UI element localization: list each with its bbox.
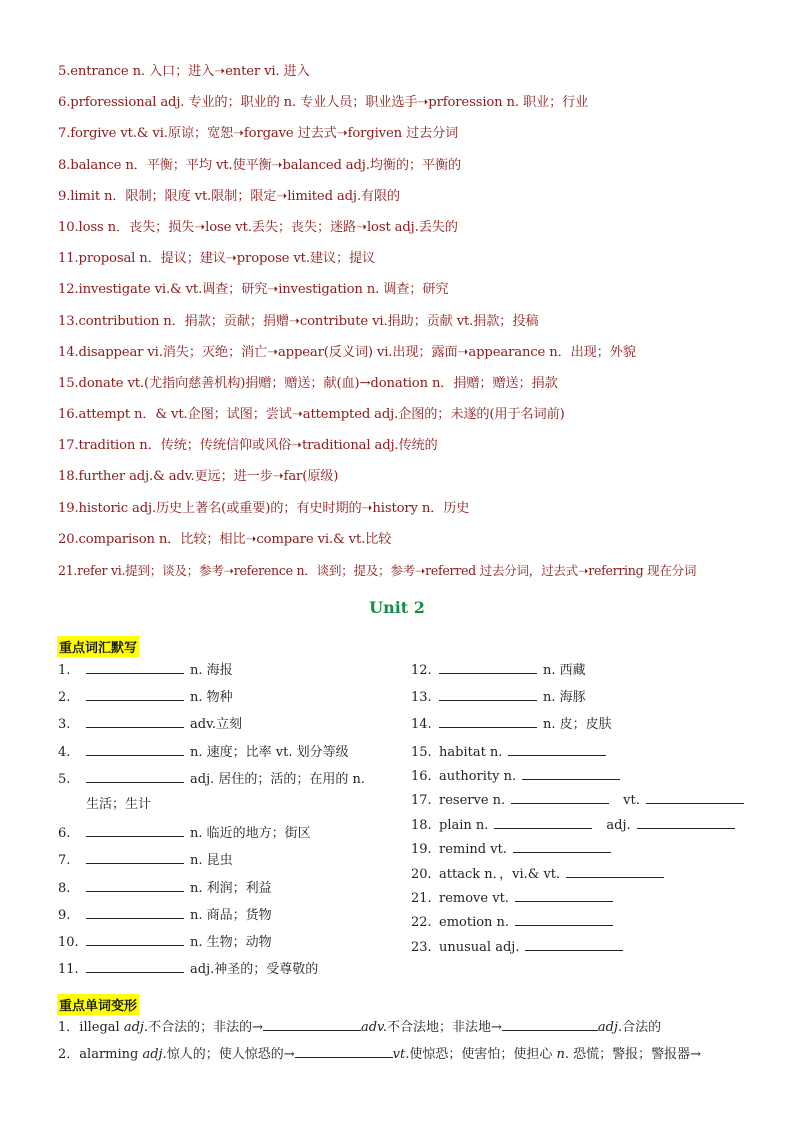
item-hint: n. 生物；动物 bbox=[190, 934, 272, 950]
answer-blank[interactable] bbox=[86, 741, 184, 756]
item-number: 3. bbox=[58, 717, 71, 733]
vocab-line: 8.balance n．平衡；平均 vt.使平衡➝balanced adj.均衡的；平衡的 bbox=[58, 157, 462, 173]
item-number: 15. bbox=[411, 744, 432, 760]
form-pos: adv. bbox=[360, 1020, 387, 1035]
answer-blank[interactable] bbox=[511, 789, 609, 804]
dictation-item bbox=[58, 822, 388, 849]
answer-blank[interactable] bbox=[439, 713, 537, 728]
item-hint: n. 海报 bbox=[190, 663, 233, 678]
item-word: plain n. bbox=[439, 817, 489, 833]
dictation-left-column bbox=[58, 659, 388, 985]
form-number: 2． bbox=[58, 1047, 80, 1062]
vocab-line: 21.refer vi.提到；谈及；参考➝reference n．谈到；提及；参考➝referred 过去分词，过去式➝referring 现在分词 bbox=[58, 563, 697, 578]
unit-title: Unit 2 bbox=[369, 598, 425, 617]
answer-blank[interactable] bbox=[646, 789, 744, 804]
vocab-line: 5.entrance n. 入口；进入➝enter vi. 进入 bbox=[58, 64, 310, 79]
form-pos: adj. bbox=[123, 1020, 149, 1035]
vocab-line: 18.further adj.& adv.更远；进一步➝far(原级) bbox=[58, 469, 339, 485]
unit1-vocab-list bbox=[58, 60, 758, 590]
answer-blank[interactable] bbox=[86, 877, 184, 892]
vocab-line: 14.disappear vi.消失；灭绝；消亡➝appear(反义词) vi.出现；露面➝appearance n．出现；外貌 bbox=[58, 344, 636, 360]
word-forms-section bbox=[58, 1016, 758, 1070]
item-number: 23. bbox=[411, 939, 432, 955]
item-number: 9. bbox=[58, 907, 71, 923]
dictation-item bbox=[58, 904, 388, 931]
answer-blank[interactable] bbox=[86, 931, 184, 946]
dictation-item bbox=[58, 686, 388, 713]
form-number: 1． bbox=[58, 1020, 80, 1035]
form-text: 使惊恐；使害怕；使担心 bbox=[409, 1047, 557, 1062]
item-word: authority n. bbox=[439, 768, 517, 784]
item-number: 2. bbox=[58, 690, 71, 706]
dictation-item bbox=[58, 931, 388, 958]
item-number: 12. bbox=[411, 663, 432, 678]
dictation-item bbox=[58, 958, 388, 985]
item-word: remove vt. bbox=[439, 890, 509, 906]
answer-blank[interactable] bbox=[439, 686, 537, 701]
dictation-item bbox=[411, 887, 751, 911]
dictation-item bbox=[58, 741, 388, 768]
item-number: 11. bbox=[58, 962, 79, 978]
dictation-item bbox=[58, 659, 388, 686]
dictation-item bbox=[411, 863, 751, 887]
dictation-item bbox=[411, 686, 751, 713]
item-hint: n. 临近的地方；街区 bbox=[190, 826, 311, 842]
vocab-line: 15.donate vt.(尤指向慈善机构)捐赠；赠送；献(血)→donation n．捐赠；赠送；捐款 bbox=[58, 375, 558, 391]
item-extra-pos: adj. bbox=[606, 817, 631, 833]
answer-blank[interactable] bbox=[515, 911, 613, 926]
form-pos: adj. bbox=[597, 1020, 623, 1035]
answer-blank[interactable] bbox=[525, 936, 623, 951]
answer-blank[interactable] bbox=[86, 958, 184, 973]
item-number: 4. bbox=[58, 744, 71, 760]
vocab-line: 11.proposal n．提议；建议➝propose vt.建议；提议 bbox=[58, 251, 376, 267]
item-number: 7. bbox=[58, 853, 71, 869]
section-tag-word-forms: 重点单词变形 bbox=[57, 994, 139, 1015]
form-text: 恐慌；警报；警报器→ bbox=[569, 1047, 702, 1062]
dictation-item bbox=[58, 877, 388, 904]
item-number: 18. bbox=[411, 817, 432, 833]
form-pos: adj. bbox=[142, 1047, 167, 1062]
vocab-line: 12.investigate vi.& vt.调查；研究➝investigation n. 调查；研究 bbox=[58, 282, 449, 298]
answer-blank[interactable] bbox=[439, 659, 537, 674]
answer-blank[interactable] bbox=[263, 1016, 361, 1031]
item-number: 13. bbox=[411, 690, 432, 706]
item-number: 10. bbox=[58, 934, 79, 950]
item-hint: adj. 居住的；活的；在用的 n. bbox=[190, 771, 366, 787]
answer-blank[interactable] bbox=[515, 887, 613, 902]
word-form-line bbox=[58, 1043, 758, 1070]
dictation-item bbox=[411, 789, 751, 813]
answer-blank[interactable] bbox=[522, 765, 620, 780]
dictation-item bbox=[58, 768, 388, 795]
form-word: illegal bbox=[79, 1020, 120, 1035]
item-hint: n. 西藏 bbox=[543, 663, 586, 678]
answer-blank[interactable] bbox=[86, 904, 184, 919]
item-word: reserve n. bbox=[439, 793, 506, 809]
form-text: 不合法的；非法的→ bbox=[148, 1020, 263, 1035]
answer-blank[interactable] bbox=[86, 849, 184, 864]
answer-blank[interactable] bbox=[513, 838, 611, 853]
answer-blank[interactable] bbox=[494, 814, 592, 829]
vocab-line: 16.attempt n．& vt.企图；试图；尝试➝attempted adj.企图的；未遂的(用于名词前) bbox=[58, 407, 565, 423]
answer-blank[interactable] bbox=[295, 1043, 393, 1058]
vocab-line: 6.prforessional adj. 专业的；职业的 n. 专业人员；职业选手➝prforession n. 职业；行业 bbox=[58, 95, 589, 111]
section-tag-vocab-dictation: 重点词汇默写 bbox=[57, 636, 139, 657]
dictation-item bbox=[58, 849, 388, 876]
dictation-item bbox=[411, 936, 751, 960]
item-number: 8. bbox=[58, 880, 71, 896]
form-text: 惊人的；使人惊恐的→ bbox=[166, 1047, 295, 1062]
item-word: unusual adj. bbox=[439, 939, 520, 955]
dictation-right-column bbox=[411, 659, 751, 960]
item-word: emotion n. bbox=[439, 915, 510, 931]
item-number: 17. bbox=[411, 793, 432, 809]
dictation-item bbox=[58, 713, 388, 740]
dictation-item bbox=[411, 765, 751, 789]
answer-blank[interactable] bbox=[86, 768, 184, 783]
item-hint: n. 利润；利益 bbox=[190, 880, 272, 896]
answer-blank[interactable] bbox=[86, 659, 184, 674]
form-pos: vt. bbox=[392, 1047, 410, 1062]
answer-blank[interactable] bbox=[86, 713, 184, 728]
answer-blank[interactable] bbox=[508, 741, 606, 756]
item-hint: n. 昆虫 bbox=[190, 853, 233, 869]
item-number: 16. bbox=[411, 768, 432, 784]
item-number: 19. bbox=[411, 842, 432, 858]
item-hint: adv.立刻 bbox=[190, 717, 243, 733]
item-hint: adj.神圣的；受尊敬的 bbox=[190, 962, 319, 978]
item-word: habitat n. bbox=[439, 744, 503, 760]
form-text: 不合法地；非法地→ bbox=[387, 1020, 502, 1035]
item-hint: n. 海豚 bbox=[543, 690, 586, 706]
item-word: remind vt. bbox=[439, 842, 507, 858]
form-text: 合法的 bbox=[622, 1020, 662, 1035]
item-hint: n. 物种 bbox=[190, 690, 233, 706]
vocab-line: 9.limit n．限制；限度 vt.限制；限定➝limited adj.有限的 bbox=[58, 188, 401, 204]
answer-blank[interactable] bbox=[637, 814, 735, 829]
vocab-line: 7.forgive vt.& vi.原谅；宽恕➝forgave 过去式➝forgiven 过去分词 bbox=[58, 126, 459, 142]
item-number: 5. bbox=[58, 771, 71, 787]
word-form-line bbox=[58, 1016, 758, 1043]
answer-blank[interactable] bbox=[566, 863, 664, 878]
vocab-line: 19.historic adj.历史上著名(或重要)的；有史时期的➝history n．历史 bbox=[58, 500, 470, 516]
answer-blank[interactable] bbox=[86, 686, 184, 701]
item-number: 21. bbox=[411, 890, 432, 906]
item-number: 14. bbox=[411, 717, 432, 733]
dictation-item bbox=[411, 713, 751, 740]
item-hint: n. 速度；比率 vt. 划分等级 bbox=[190, 744, 349, 760]
item-number: 20. bbox=[411, 866, 432, 882]
item-hint: 生活；生计 bbox=[86, 796, 152, 812]
item-hint: n. 商品；货物 bbox=[190, 907, 272, 923]
dictation-item bbox=[411, 659, 751, 686]
item-extra-pos: vt. bbox=[623, 793, 640, 809]
item-number: 1. bbox=[58, 663, 71, 678]
answer-blank[interactable] bbox=[86, 822, 184, 837]
dictation-item-continuation bbox=[58, 795, 388, 822]
vocab-line: 10.loss n．丧失；损失➝lose vt.丢失；丧失；迷路➝lost adj.丢失的 bbox=[58, 219, 458, 235]
item-hint: n. 皮；皮肤 bbox=[543, 717, 612, 733]
vocab-line: 13.contribution n．捐款；贡献；捐赠➝contribute vi.捐助；贡献 vt.捐款；投稿 bbox=[58, 313, 539, 329]
form-pos: n. bbox=[556, 1047, 569, 1062]
item-word: attack n．，vi.& vt. bbox=[439, 866, 561, 882]
vocab-line: 17.tradition n．传统；传统信仰或风俗➝traditional adj.传统的 bbox=[58, 438, 438, 454]
dictation-item bbox=[411, 838, 751, 862]
dictation-item bbox=[411, 911, 751, 935]
item-number: 22. bbox=[411, 915, 432, 931]
item-number: 6. bbox=[58, 826, 71, 842]
form-word: alarming bbox=[79, 1047, 139, 1062]
dictation-item bbox=[411, 741, 751, 765]
dictation-item bbox=[411, 814, 751, 838]
vocab-line: 20.comparison n．比较；相比➝compare vi.& vt.比较 bbox=[58, 531, 392, 547]
answer-blank[interactable] bbox=[502, 1016, 598, 1031]
